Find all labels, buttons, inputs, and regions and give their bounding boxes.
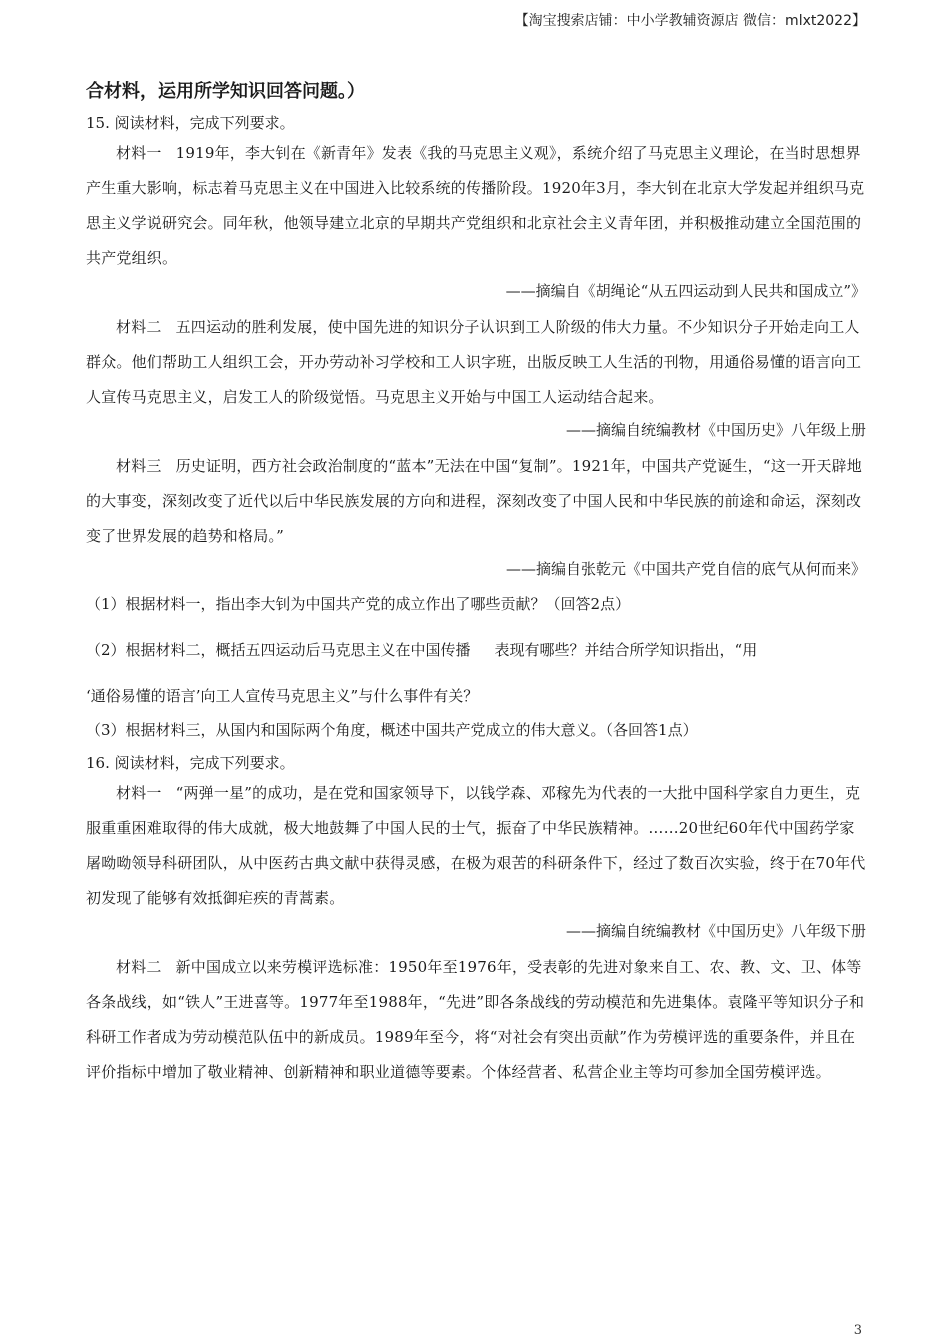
- q15-material-2: [86, 310, 866, 415]
- q15-ask-2: [86, 634, 866, 666]
- question-15: [86, 110, 866, 746]
- q15-ask-2-continued: ‘通俗易懂的语言’向工人宣传马克思主义”与什么事件有关？: [86, 687, 479, 705]
- q15-material-1: [86, 136, 866, 276]
- q15-material-1-text: 1919年，李大钊在《新青年》发表《我的马克思主义观》，系统介绍了马克思主义理论，在当时思想界产生重大影响，标志着马克思主义在中国进入比较系统的传播阶段。1920年3月，李大钊在北京大学发起并组织马克思主义学说研究会。同年秋，他领导建立北京的早期共产党组织和北京社会主义青年团，并积极推动建立全国范围的共产党组织。: [86, 144, 865, 267]
- q16-material-1-text: “两弹一星”的成功，是在党和国家领导下，以钱学森、邓稼先为代表的一大批中国科学家自力更生，克服重重困难取得的伟大成就，极大地鼓舞了中国人民的士气，振奋了中华民族精神。……20世纪60年代中国药学家屠呦呦领导科研团队，从中医药古典文献中获得灵感，在极为艰苦的科研条件下，经过了数百次实验，终于在70年代初发现了能够有效抵御疟疾的青蒿素。: [86, 784, 866, 907]
- q15-material-3-source: ——摘编自张乾元《中国共产党自信的底气从何而来》: [505, 560, 866, 578]
- q15-material-3-label: 材料三: [116, 457, 162, 475]
- q15-material-1-source: ——摘编自《胡绳论“从五四运动到人民共和国成立”》: [505, 282, 866, 300]
- q16-material-2-text: 新中国成立以来劳模评选标准：1950年至1976年，受表彰的先进对象来自工、农、教、文、卫、体等各条战线，如“铁人”王进喜等。1977年至1988年，“先进”即各条战线的劳动模范和先进集体。袁隆平等知识分子和科研工作者成为劳动模范队伍中的新成员。1989年至今，将“对社会有突出贡献”作为劳模评选的重要条件，并且在评价指标中增加了敬业精神、创新精神和职业道德等要素。个体经营者、私营企业主等均可参加全国劳模评选。: [86, 958, 865, 1081]
- q16-material-2: [86, 950, 866, 1090]
- q15-ask-3: （3）根据材料三，从国内和国际两个角度，概述中国共产党成立的伟大意义。（各回答1点）: [86, 721, 698, 739]
- page-content: [86, 78, 866, 1090]
- q15-material-1-label: 材料一: [116, 144, 162, 162]
- q16-material-1-source: ——摘编自统编教材《中国历史》八年级下册: [565, 922, 866, 940]
- shop-header: 【淘宝搜索店铺：中小学教辅资源店 微信：mlxt2022】: [514, 13, 866, 29]
- q15-material-2-text: 五四运动的胜利发展，使中国先进的知识分子认识到工人阶级的伟大力量。不少知识分子开始走向工人群众。他们帮助工人组织工会，开办劳动补习学校和工人识字班，出版反映工人生活的刊物，用通俗易懂的语言向工人宣传马克思主义，启发工人的阶级觉悟。马克思主义开始与中国工人运动结合起来。: [86, 318, 862, 406]
- q15-material-2-label: 材料二: [116, 318, 162, 336]
- question-15-title: 15. 阅读材料，完成下列要求。: [86, 114, 295, 132]
- q16-material-2-label: 材料二: [116, 958, 162, 976]
- q16-material-1-label: 材料一: [116, 784, 162, 802]
- q15-material-3: [86, 449, 866, 554]
- question-16-title: 16. 阅读材料，完成下列要求。: [86, 754, 295, 772]
- question-16: [86, 750, 866, 1090]
- q15-ask-2-part-b: 表现有哪些？并结合所学知识指出，“用: [494, 641, 758, 659]
- page-number: 3: [853, 1323, 862, 1338]
- q15-ask-1: （1）根据材料一，指出李大钊为中国共产党的成立作出了哪些贡献？（回答2点）: [86, 595, 631, 613]
- q15-material-3-text: 历史证明，西方社会政治制度的“蓝本”无法在中国“复制”。1921年，中国共产党诞生，“这一开天辟地的大事变，深刻改变了近代以后中华民族发展的方向和进程，深刻改变了中国人民和中华民族的前途和命运，深刻改变了世界发展的趋势和格局。”: [86, 457, 862, 545]
- q15-material-2-source: ——摘编自统编教材《中国历史》八年级上册: [565, 421, 866, 439]
- q15-ask-2-part-a: （2）根据材料二，概括五四运动后马克思主义在中国传播: [86, 641, 471, 659]
- intro-text: 合材料，运用所学知识回答问题。）: [86, 81, 365, 102]
- q16-material-1: [86, 776, 866, 916]
